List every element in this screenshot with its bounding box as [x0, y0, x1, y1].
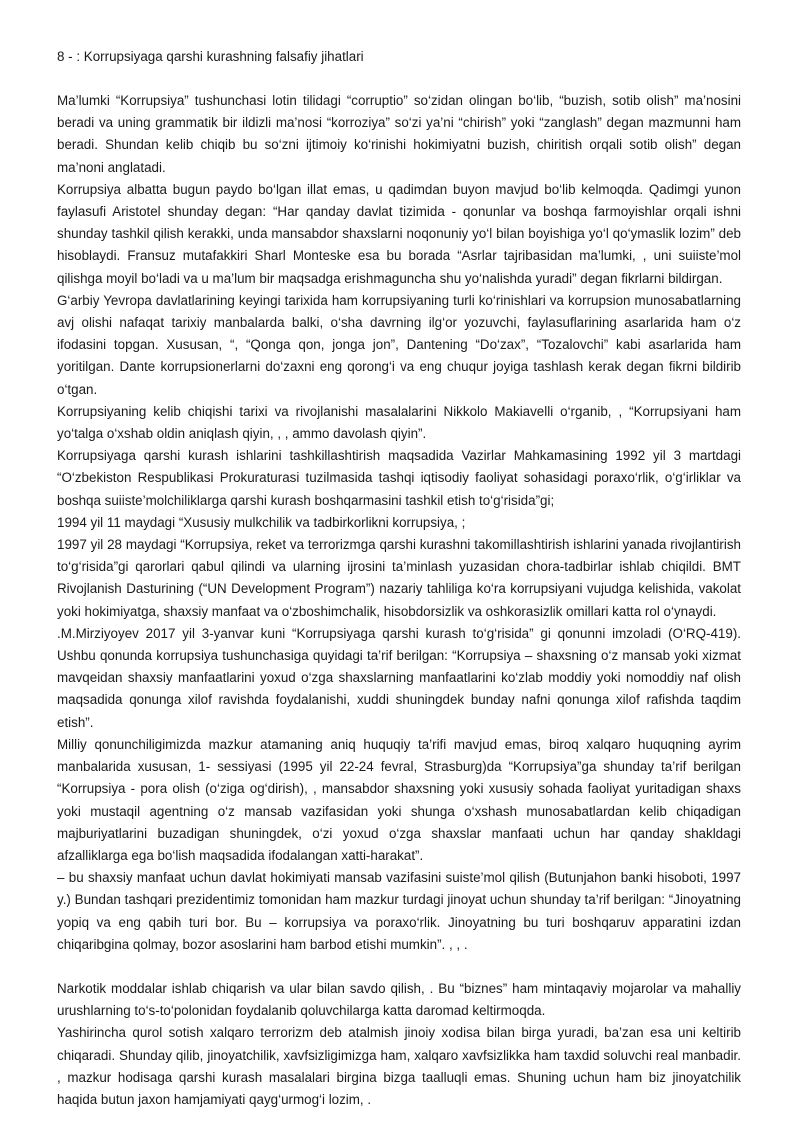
paragraph-narcotics: Narkotik moddalar ishlab chiqarish va ular bilan savdo qilish, . Bu “biznes” ham mintaqaviy mojarolar va mahalliy urushlarning to‘s-to‘polonidan foydalanib qoluvchilarga katta daromad keltirmoqda. [57, 980, 741, 1019]
document-heading: 8 - : Korrupsiyaga qarshi kurashning falsafiy jihatlari [57, 49, 364, 64]
paragraph-1992-resolution: Korrupsiyaga qarshi kurash ishlarini tashkillashtirish maqsadida Vazirlar Mahkamasining 1992 yil 3 martdagi “O‘zbekiston Respublikasi Prokuraturasi tuzilmasida tashqi iqtisodiy faoliyat sohasidagi poraxo‘rlik, o‘g‘irliklar va boshqa suiiste’molchiliklarga qarshi kurash boshqarmasini tashkil etish to‘g‘risida”gi; [57, 448, 741, 508]
paragraph-etymology: Ma’lumki “Korrupsiya” tushunchasi lotin tilidagi “corruptio” so‘zidan olingan bo‘lib, “buzish, sotib olish” ma’nosini beradi va uning grammatik bir ildizli ma’nosi “korroziya” so‘zi ya’ni “chirish” yoki “zanglash” degan mazmunni ham beradi. Shundan kelib chiqib bu so‘zni ijtimoiy ko‘rinishi hokimiyatni buzish, chiritish orqali sotib olish” degan ma’noni anglatadi. [57, 93, 741, 175]
paragraph-world-bank-definition: – bu shaxsiy manfaat uchun davlat hokimiyati mansab vazifasini suiste’mol qilish (Butunjahon banki hisoboti, 1997 y.) Bundan tashqari prezidentimiz tomonidan ham mazkur turdagi jinoyat uchun shunday ta’rif berilgan: “Jinoyatning yopiq va eng qabih turi bor. Bu – korrupsiya va poraxo‘rlik. Jinoyatning bu turi boshqaruv apparatini izdan chiqaribgina qolmay, bozor asoslarini ham barbod etishi mumkin”. , , . [57, 870, 741, 952]
paragraph-aristotle-montesquieu: Korrupsiya albatta bugun paydo bo‘lgan illat emas, u qadimdan buyon mavjud bo‘lib kelmoqda. Qadimgi yunon faylasufi Aristotel shunday degan: “Har qanday davlat tizimida - qonunlar va boshqa farmoyishlar orqali ishni shunday tashkil qilish kerakki, unda mansabdor shaxslarni noqonuniy yo‘l bilan boyishiga yo‘l qo‘ymaslik lozim” deb hisoblaydi. Fransuz mutafakkiri Sharl Monteske esa bu borada “Asrlar tajribasidan ma’lumki, , uni suiiste’mol qilishga moyil bo‘ladi va u ma’lum bir maqsadga erishmaguncha shu yo‘nalishda yuradi” degan fikrlarni bildirgan. [57, 181, 741, 286]
paragraph-1997-resolution: 1997 yil 28 maydagi “Korrupsiya, reket va terrorizmga qarshi kurashni takomillashtirish ishlarini yanada rivojlantirish to‘g‘risida”gi qarorlari qabul qilindi va ularning ijrosini ta’minlash yuzasidan chora-tadbirlar ishlab chiqildi. BMT Rivojlanish Dasturining (“UN Development Program”) nazariy tahliliga ko‘ra korrupsiyani vujudga kelishida, vakolat yoki hokimiyatga, shaxsiy manfaat va o‘zboshimchalik, hisobdorsizlik va oshkorasizlik omillari katta rol o‘ynaydi. [57, 537, 741, 619]
paragraph-1994-resolution: 1994 yil 11 maydagi “Xususiy mulkchilik va tadbirkorlikni korrupsiya, ; [57, 514, 466, 530]
paragraph-spacer [57, 956, 741, 978]
paragraph-international-definition: Milliy qonunchiligimizda mazkur atamaning aniq huquqiy ta’rifi mavjud emas, biroq xalqaro huquqning ayrim manbalarida xususan, 1- sessiyasi (1995 yil 22-24 fevral, Strasburg)da “Korrupsiya”ga shunday ta’rif berilgan “Korrupsiya - pora olish (o‘ziga og‘dirish), , mansabdor shaxsning yoki xususiy sohada faoliyat yuritadigan shaxs yoki mustaqil agentning o‘z mansab vazifasidan yoki shunga o‘xshash munosabatlardan kelib chiqadigan majburiyatlarini buzadigan shuningdek, o‘zi yoxud o‘zga shaxslar manfaati uchun har qanday shakldagi afzalliklarga ega bo‘lish maqsadida ifodalangan xatti-harakat”. [57, 736, 741, 863]
paragraph-western-europe: G‘arbiy Yevropa davlatlarining keyingi tarixida ham korrupsiyaning turli ko‘rinishlari va korrupsion munosabatlarning avj olishi nafaqat tarixiy manbalarda balki, o‘sha davrning ilg‘or yozuvchi, faylasuflarining asarlarida ham o‘z ifodasini topgan. Xususan, “, “Qonga qon, jonga jon”, Dantening “Do‘zax”, “Tozalovchi” kabi asarlarida ham yoritilgan. Dante korrupsionerlarni do‘zaxni eng qorong‘i va eng chuqur joyiga tashlash kerak degan fikrni bildirib o‘tgan. [57, 292, 741, 397]
document-page [57, 46, 741, 1111]
paragraph-machiavelli: Korrupsiyaning kelib chiqishi tarixi va rivojlanishi masalalarini Nikkolo Makiavelli o‘rganib, , “Korrupsiyani ham yo‘talga o‘xshab oldin aniqlash qiyin, , , ammo davolash qiyin”. [57, 403, 741, 442]
paragraph-arms-trade: Yashirincha qurol sotish xalqaro terrorizm deb atalmish jinoiy xodisa bilan birga yuradi, ba’zan esa uni keltirib chiqaradi. Shunday qilib, jinoyatchilik, xavfsizligimizga ham, xalqaro xavfsizlikka ham taxdid soluvchi real manbadir. , mazkur hodisaga qarshi kurash masalalari birgina bizga taalluqli emas. Shuning uchun ham biz jinoyatchilik haqida butun jaxon hamjamiyati qayg‘urmog‘i lozim, . [57, 1025, 741, 1107]
paragraph-2017-law: .M.Mirziyoyev 2017 yil 3-yanvar kuni “Korrupsiyaga qarshi kurash to‘g‘risida” gi qonunni imzoladi (O‘RQ-419). Ushbu qonunda korrupsiya tushunchasiga quyidagi ta’rif berilgan: “Korrupsiya – shaxsning o‘z mansab yoki xizmat mavqeidan shaxsiy manfaatlarini yoxud o‘zga shaxslarning manfaatlarini ko‘zlab moddiy yoki nomoddiy naf olish maqsadida qonunga xilof ravishda foydalanishi, xuddi shuningdek bunday nafni qonunga xilof rafishda taqdim etish”. [57, 625, 741, 730]
